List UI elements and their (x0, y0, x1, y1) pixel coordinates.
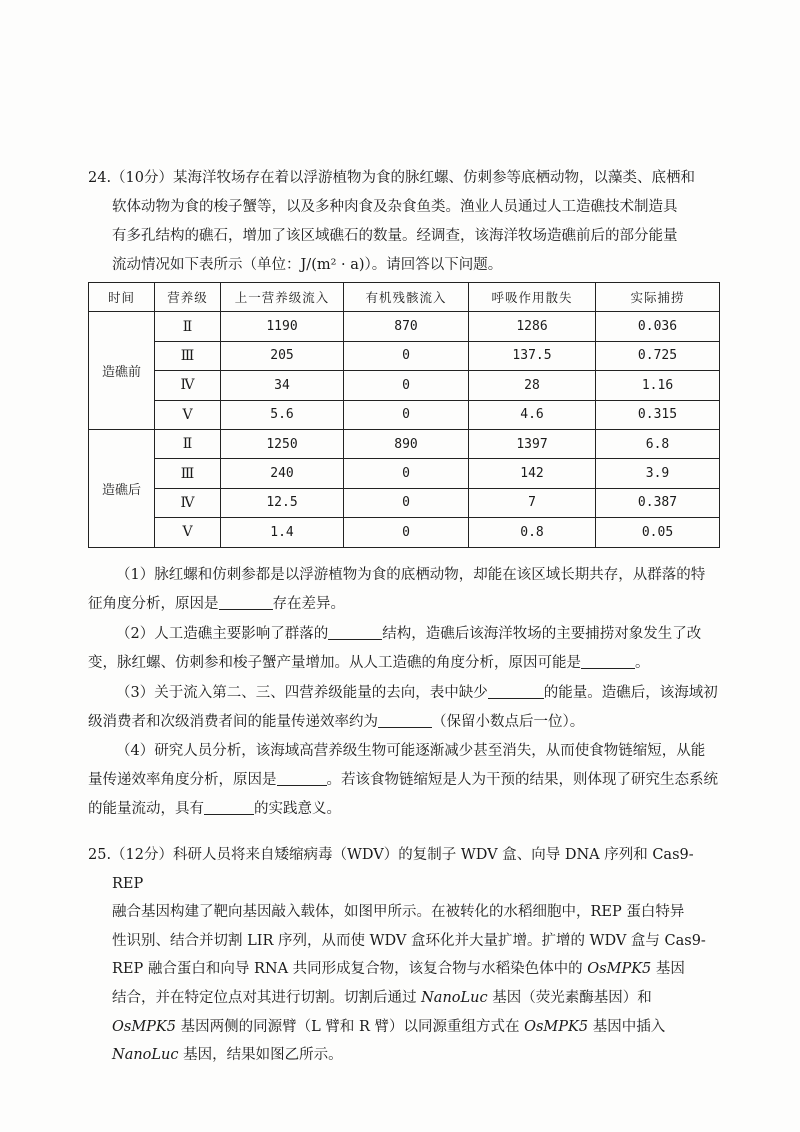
prev-cell: 5.6 (221, 400, 344, 429)
answer-blank[interactable] (204, 798, 254, 815)
header-level: 营养级 (155, 283, 221, 312)
sub3-text-b: 的能量。造礁后，该海域 (543, 685, 704, 701)
prev-cell: 240 (221, 459, 344, 488)
table-row (89, 488, 720, 517)
gene-osmpk5: OsMPK5 (587, 961, 652, 978)
detritus-cell: 0 (344, 518, 469, 547)
level-cell: Ⅳ (155, 371, 221, 400)
q24-subquestion-3 (88, 679, 718, 737)
q25-line-5: 结合，并在特定位点对其进行切割。切割后通过 (112, 989, 422, 1006)
q24-line-3: 有多孔结构的礁石，增加了该区域礁石的数量。经调查，该海洋牧场造礁前后的部分能量 (112, 228, 678, 244)
resp-cell: 137.5 (469, 341, 596, 370)
sub4-text-c: 。若该食物链缩短是人为干预的结果，则体现了研究生 (326, 772, 675, 788)
sub2-text-c: 改变，脉红螺、仿刺参和梭子蟹产量增加。从人工造礁的角度分析，原因可能是 (88, 626, 702, 671)
prev-cell: 1.4 (221, 518, 344, 547)
sub4-text-e: 的实践意义。 (254, 801, 341, 817)
q24-line-1: 24.（10分）某海洋牧场存在着以浮游植物为食的脉红螺、仿刺参等底栖动物，以藻类、底栖和 (88, 170, 696, 186)
catch-cell: 0.725 (596, 341, 720, 370)
question-25 (88, 841, 718, 1070)
level-cell: Ⅴ (155, 400, 221, 429)
q24-subquestion-2 (88, 620, 718, 678)
header-prev-inflow: 上一营养级流入 (221, 283, 344, 312)
catch-cell: 0.387 (596, 488, 720, 517)
gene-osmpk5: OsMPK5 (112, 1018, 176, 1035)
table-row (89, 371, 720, 400)
catch-cell: 1.16 (596, 371, 720, 400)
period-before: 造礁前 (89, 312, 155, 430)
answer-blank[interactable] (219, 593, 273, 610)
prev-cell: 1190 (221, 312, 344, 341)
q24-line-4: 流动情况如下表所示（单位：J/(m² · a)）。请回答以下问题。 (112, 257, 503, 273)
table-header-row (89, 283, 720, 312)
question-24-intro (88, 164, 718, 280)
gene-osmpk5: OsMPK5 (524, 1018, 589, 1035)
table-row (89, 429, 720, 458)
prev-cell: 1250 (221, 429, 344, 458)
detritus-cell: 870 (344, 312, 469, 341)
answer-blank[interactable] (378, 711, 432, 728)
q24-intro-text (88, 164, 718, 280)
catch-cell: 3.9 (596, 459, 720, 488)
q24-line-2: 软体动物为食的梭子蟹等，以及多种肉食及杂食鱼类。渔业人员通过人工造礁技术制造具 (112, 199, 678, 215)
prev-cell: 12.5 (221, 488, 344, 517)
sub1-text-b: 特征角度分析，原因是 (88, 567, 706, 612)
prev-cell: 34 (221, 371, 344, 400)
answer-blank[interactable] (277, 769, 327, 786)
detritus-cell: 890 (344, 429, 469, 458)
table-row (89, 312, 720, 341)
prev-cell: 205 (221, 341, 344, 370)
catch-cell: 0.315 (596, 400, 720, 429)
level-cell: Ⅲ (155, 459, 221, 488)
level-cell: Ⅲ (155, 341, 221, 370)
sub1-text-a: （1）脉红螺和仿刺参都是以浮游植物为食的底栖动物，却能在该区域长期共存，从群落的 (116, 567, 691, 583)
level-cell: Ⅳ (155, 488, 221, 517)
energy-flow-table (88, 282, 720, 548)
resp-cell: 0.8 (469, 518, 596, 547)
sub3-text-a: （3）关于流入第二、三、四营养级能量的去向，表中缺少 (116, 685, 488, 701)
gene-nanoluc: NanoLuc (112, 1047, 179, 1064)
q25-line-4: REP 融合蛋白和向导 RNA 共同形成复合物，该复合物与水稻染色体中的 (112, 961, 588, 978)
catch-cell: 0.036 (596, 312, 720, 341)
gene-nanoluc: NanoLuc (421, 989, 488, 1006)
q25-line-6-mid: 基因两侧的同源臂（L 臂和 R 臂）以同源重组方式在 (176, 1018, 525, 1035)
period-after: 造礁后 (89, 429, 155, 547)
q25-line-6-end: 基因中插入 (588, 1018, 666, 1035)
q24-subquestion-1 (88, 561, 718, 619)
catch-cell: 6.8 (596, 429, 720, 458)
sub2-text-d: 。 (635, 655, 650, 671)
sub4-text-b: 量传递效率角度分析，原因是 (88, 772, 277, 788)
q25-line-2: 融合基因构建了靶向基因敲入载体，如图甲所示。在被转化的水稻细胞中，REP 蛋白特异 (112, 904, 685, 921)
table-row (89, 459, 720, 488)
q25-text (88, 841, 718, 1070)
sub1-text-c: 存在差异。 (272, 596, 345, 612)
sub3-text-d: （保留小数点后一位）。 (432, 714, 585, 730)
sub4-text-d: 态系统的能量流动，具有 (88, 772, 718, 817)
resp-cell: 7 (469, 488, 596, 517)
detritus-cell: 0 (344, 371, 469, 400)
resp-cell: 1397 (469, 429, 596, 458)
detritus-cell: 0 (344, 488, 469, 517)
table-row (89, 341, 720, 370)
level-cell: Ⅱ (155, 312, 221, 341)
resp-cell: 1286 (469, 312, 596, 341)
sub3-text-c: 初级消费者和次级消费者间的能量传递效率约为 (88, 685, 718, 730)
q25-line-1: 25.（12分）科研人员将来自矮缩病毒（WDV）的复制子 WDV 盒、向导 DNA 序列和 Cas9-REP (88, 847, 694, 892)
detritus-cell: 0 (344, 400, 469, 429)
level-cell: Ⅱ (155, 429, 221, 458)
answer-blank[interactable] (581, 652, 635, 669)
sub2-text-a: （2）人工造礁主要影响了群落的 (116, 626, 329, 642)
level-cell: Ⅴ (155, 518, 221, 547)
answer-blank[interactable] (328, 623, 382, 640)
header-detritus-inflow: 有机残骸流入 (344, 283, 469, 312)
detritus-cell: 0 (344, 341, 469, 370)
q25-line-7-end: 基因，结果如图乙所示。 (178, 1047, 343, 1064)
header-catch: 实际捕捞 (596, 283, 720, 312)
header-respiration: 呼吸作用散失 (469, 283, 596, 312)
detritus-cell: 0 (344, 459, 469, 488)
sub4-text-a: （4）研究人员分析，该海域高营养级生物可能逐渐减少甚至消失，从而使食物链缩短，从能 (116, 743, 706, 759)
resp-cell: 4.6 (469, 400, 596, 429)
table-row (89, 400, 720, 429)
q25-line-5-end: 基因（荧光素酶基因）和 (487, 989, 652, 1006)
sub2-text-b: 结构，造礁后该海洋牧场的主要捕捞对象发生了 (382, 626, 687, 642)
table-row (89, 518, 720, 547)
q24-subquestion-4 (88, 737, 718, 824)
answer-blank[interactable] (488, 682, 544, 699)
catch-cell: 0.05 (596, 518, 720, 547)
header-time: 时间 (89, 283, 155, 312)
q25-line-3: 性识别、结合并切割 LIR 序列，从而使 WDV 盒环化并大量扩增。扩增的 WDV 盒与 Cas9- (112, 932, 706, 949)
resp-cell: 28 (469, 371, 596, 400)
q25-line-4-end: 基因 (651, 961, 685, 978)
resp-cell: 142 (469, 459, 596, 488)
